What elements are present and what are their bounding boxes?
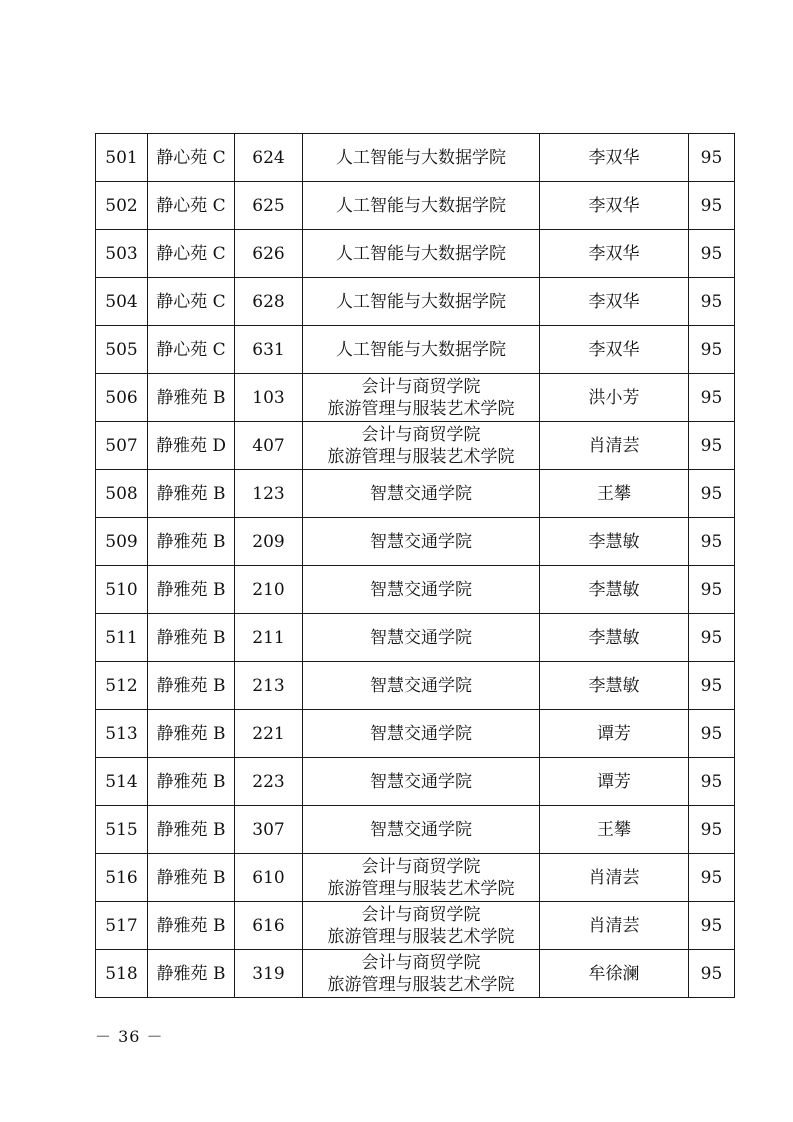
table-row <box>96 950 735 998</box>
person-in-charge-cell: 谭芳 <box>540 758 689 806</box>
table-row <box>96 614 735 662</box>
person-in-charge-cell: 牟徐澜 <box>540 950 689 998</box>
college-cell <box>303 566 540 614</box>
college-name: 旅游管理与服装艺术学院 <box>327 974 515 995</box>
college-name: 智慧交通学院 <box>370 771 472 792</box>
score-cell: 95 <box>689 806 735 854</box>
score-cell: 95 <box>689 854 735 902</box>
row-number-cell: 503 <box>96 230 148 278</box>
college-name: 智慧交通学院 <box>370 723 472 744</box>
person-in-charge-cell: 王攀 <box>540 470 689 518</box>
building-cell: 静雅苑 B <box>148 662 235 710</box>
college-cell <box>303 134 540 182</box>
table-row <box>96 134 735 182</box>
score-cell: 95 <box>689 134 735 182</box>
person-in-charge-cell: 李慧敏 <box>540 662 689 710</box>
building-cell: 静雅苑 B <box>148 470 235 518</box>
row-number-cell: 512 <box>96 662 148 710</box>
score-cell: 95 <box>689 278 735 326</box>
college-name: 智慧交通学院 <box>370 531 472 552</box>
college-name: 会计与商贸学院 <box>361 904 481 925</box>
room-number-cell: 625 <box>235 182 303 230</box>
person-in-charge-cell: 王攀 <box>540 806 689 854</box>
row-number-cell: 516 <box>96 854 148 902</box>
row-number-cell: 501 <box>96 134 148 182</box>
row-number-cell: 506 <box>96 374 148 422</box>
table-row <box>96 326 735 374</box>
person-in-charge-cell: 洪小芳 <box>540 374 689 422</box>
row-number-cell: 507 <box>96 422 148 470</box>
person-in-charge-cell: 李慧敏 <box>540 518 689 566</box>
college-name: 会计与商贸学院 <box>361 952 481 973</box>
table-row <box>96 182 735 230</box>
person-in-charge-cell: 肖清芸 <box>540 902 689 950</box>
college-cell <box>303 902 540 950</box>
college-name: 智慧交通学院 <box>370 483 472 504</box>
score-cell: 95 <box>689 566 735 614</box>
building-cell: 静雅苑 B <box>148 854 235 902</box>
college-name: 人工智能与大数据学院 <box>336 339 506 360</box>
room-number-cell: 631 <box>235 326 303 374</box>
building-cell: 静雅苑 B <box>148 806 235 854</box>
room-number-cell: 103 <box>235 374 303 422</box>
college-name: 会计与商贸学院 <box>361 424 481 445</box>
person-in-charge-cell: 李慧敏 <box>540 566 689 614</box>
college-cell <box>303 758 540 806</box>
row-number-cell: 511 <box>96 614 148 662</box>
building-cell: 静雅苑 D <box>148 422 235 470</box>
score-cell: 95 <box>689 758 735 806</box>
college-cell <box>303 710 540 758</box>
row-number-cell: 508 <box>96 470 148 518</box>
row-number-cell: 504 <box>96 278 148 326</box>
room-number-cell: 628 <box>235 278 303 326</box>
table-row <box>96 566 735 614</box>
room-number-cell: 626 <box>235 230 303 278</box>
room-number-cell: 223 <box>235 758 303 806</box>
building-cell: 静雅苑 B <box>148 518 235 566</box>
person-in-charge-cell: 李双华 <box>540 134 689 182</box>
room-number-cell: 123 <box>235 470 303 518</box>
college-name: 智慧交通学院 <box>370 627 472 648</box>
building-cell: 静心苑 C <box>148 230 235 278</box>
row-number-cell: 513 <box>96 710 148 758</box>
score-cell: 95 <box>689 902 735 950</box>
person-in-charge-cell: 李双华 <box>540 182 689 230</box>
table-row <box>96 470 735 518</box>
person-in-charge-cell: 谭芳 <box>540 710 689 758</box>
table-row <box>96 374 735 422</box>
table-row <box>96 230 735 278</box>
college-cell <box>303 422 540 470</box>
building-cell: 静雅苑 B <box>148 614 235 662</box>
score-cell: 95 <box>689 614 735 662</box>
table-row <box>96 662 735 710</box>
college-name: 人工智能与大数据学院 <box>336 147 506 168</box>
person-in-charge-cell: 李双华 <box>540 326 689 374</box>
score-cell: 95 <box>689 662 735 710</box>
row-number-cell: 514 <box>96 758 148 806</box>
college-cell <box>303 518 540 566</box>
college-cell <box>303 950 540 998</box>
person-in-charge-cell: 肖清芸 <box>540 854 689 902</box>
building-cell: 静雅苑 B <box>148 758 235 806</box>
table-body <box>96 134 735 998</box>
college-name: 智慧交通学院 <box>370 675 472 696</box>
row-number-cell: 510 <box>96 566 148 614</box>
college-cell <box>303 278 540 326</box>
row-number-cell: 502 <box>96 182 148 230</box>
score-cell: 95 <box>689 326 735 374</box>
college-name: 旅游管理与服装艺术学院 <box>327 446 515 467</box>
row-number-cell: 515 <box>96 806 148 854</box>
college-cell <box>303 662 540 710</box>
table-row <box>96 422 735 470</box>
room-number-cell: 213 <box>235 662 303 710</box>
room-number-cell: 610 <box>235 854 303 902</box>
person-in-charge-cell: 李慧敏 <box>540 614 689 662</box>
table-row <box>96 902 735 950</box>
table-row <box>96 710 735 758</box>
score-cell: 95 <box>689 182 735 230</box>
building-cell: 静雅苑 B <box>148 710 235 758</box>
college-cell <box>303 806 540 854</box>
building-cell: 静雅苑 B <box>148 566 235 614</box>
room-number-cell: 221 <box>235 710 303 758</box>
score-cell: 95 <box>689 710 735 758</box>
dormitory-score-table <box>95 133 735 998</box>
college-name: 人工智能与大数据学院 <box>336 291 506 312</box>
table-row <box>96 854 735 902</box>
college-cell <box>303 230 540 278</box>
score-cell: 95 <box>689 950 735 998</box>
row-number-cell: 517 <box>96 902 148 950</box>
person-in-charge-cell: 李双华 <box>540 278 689 326</box>
building-cell: 静心苑 C <box>148 278 235 326</box>
college-cell <box>303 614 540 662</box>
building-cell: 静心苑 C <box>148 326 235 374</box>
college-name: 智慧交通学院 <box>370 819 472 840</box>
college-name: 人工智能与大数据学院 <box>336 243 506 264</box>
room-number-cell: 307 <box>235 806 303 854</box>
room-number-cell: 211 <box>235 614 303 662</box>
college-name: 会计与商贸学院 <box>361 856 481 877</box>
score-cell: 95 <box>689 374 735 422</box>
row-number-cell: 518 <box>96 950 148 998</box>
college-cell <box>303 374 540 422</box>
table-row <box>96 518 735 566</box>
building-cell: 静心苑 C <box>148 134 235 182</box>
person-in-charge-cell: 李双华 <box>540 230 689 278</box>
score-cell: 95 <box>689 518 735 566</box>
building-cell: 静心苑 C <box>148 182 235 230</box>
college-name: 会计与商贸学院 <box>361 376 481 397</box>
college-name: 旅游管理与服装艺术学院 <box>327 926 515 947</box>
room-number-cell: 319 <box>235 950 303 998</box>
college-name: 旅游管理与服装艺术学院 <box>327 398 515 419</box>
room-number-cell: 407 <box>235 422 303 470</box>
college-name: 人工智能与大数据学院 <box>336 195 506 216</box>
college-name: 旅游管理与服装艺术学院 <box>327 878 515 899</box>
score-cell: 95 <box>689 422 735 470</box>
table-row <box>96 806 735 854</box>
score-cell: 95 <box>689 230 735 278</box>
building-cell: 静雅苑 B <box>148 374 235 422</box>
building-cell: 静雅苑 B <box>148 950 235 998</box>
college-cell <box>303 182 540 230</box>
person-in-charge-cell: 肖清芸 <box>540 422 689 470</box>
college-cell <box>303 470 540 518</box>
college-cell <box>303 326 540 374</box>
room-number-cell: 209 <box>235 518 303 566</box>
table-row <box>96 278 735 326</box>
building-cell: 静雅苑 B <box>148 902 235 950</box>
table-row <box>96 758 735 806</box>
score-cell: 95 <box>689 470 735 518</box>
room-number-cell: 624 <box>235 134 303 182</box>
college-cell <box>303 854 540 902</box>
row-number-cell: 505 <box>96 326 148 374</box>
college-name: 智慧交通学院 <box>370 579 472 600</box>
row-number-cell: 509 <box>96 518 148 566</box>
page-number: － 36 － <box>95 1027 164 1046</box>
room-number-cell: 210 <box>235 566 303 614</box>
room-number-cell: 616 <box>235 902 303 950</box>
